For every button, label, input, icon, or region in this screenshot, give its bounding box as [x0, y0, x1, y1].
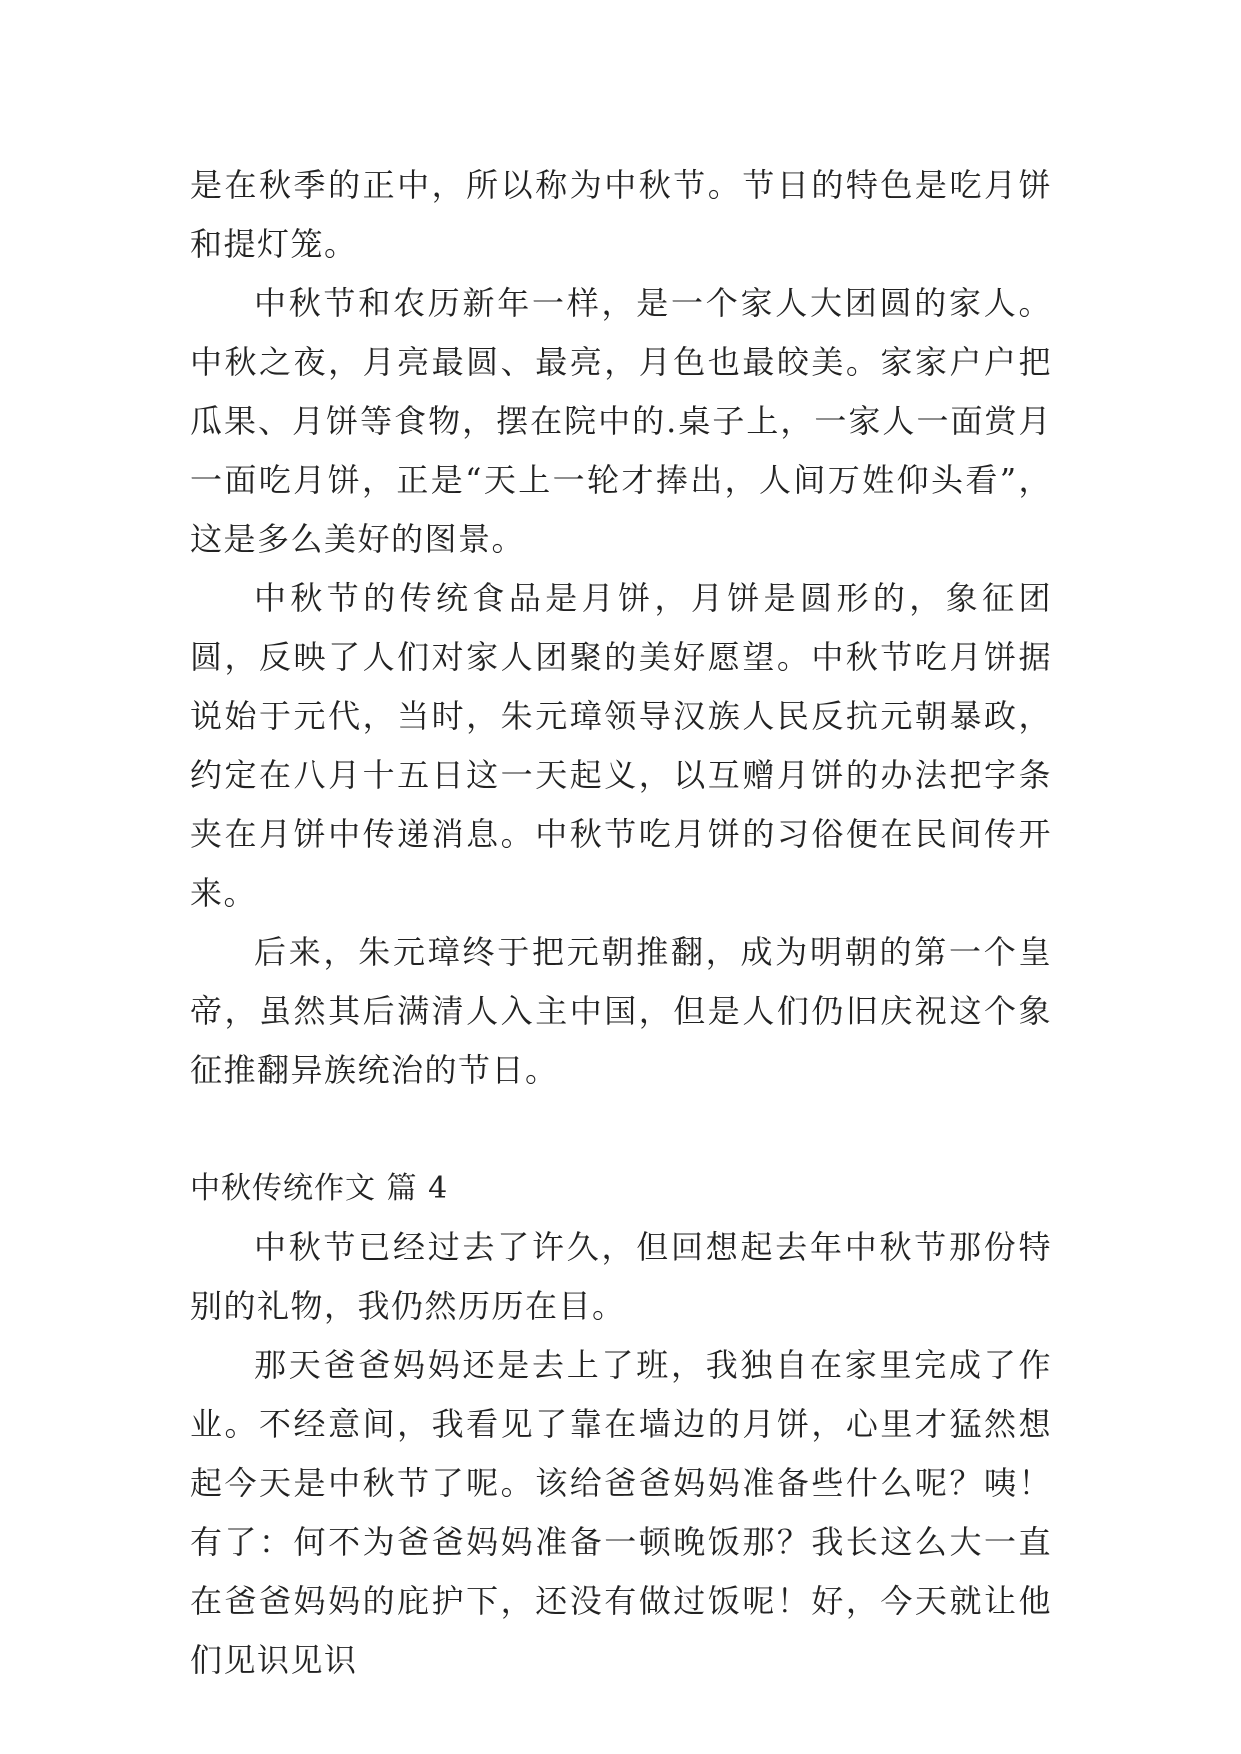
- paragraph-essay-body: 那天爸爸妈妈还是去上了班，我独自在家里完成了作业。不经意间，我看见了靠在墙边的月饼，心里才猛然想起今天是中秋节了呢。该给爸爸妈妈准备些什么呢？咦！有了：何不为爸爸妈妈准备一顿晚饭那？我长这么大一直在爸爸妈妈的庇护下，还没有做过饭呢！好，今天就让他们见识见识: [190, 1346, 1052, 1679]
- paragraph-continuation: 是在秋季的正中，所以称为中秋节。节日的特色是吃月饼和提灯笼。: [190, 166, 1052, 263]
- document-body: [190, 156, 1052, 1690]
- paragraph-essay-intro: 中秋节已经过去了许久，但回想起去年中秋节那份特别的礼物，我仍然历历在目。: [190, 1228, 1052, 1325]
- section-heading: 中秋传统作文 篇 4: [190, 1171, 449, 1206]
- paragraph-mooncake-origin: 中秋节的传统食品是月饼，月饼是圆形的，象征团圆，反映了人们对家人团聚的美好愿望。中秋节吃月饼据说始于元代，当时，朱元璋领导汉族人民反抗元朝暴政，约定在八月十五日这一天起义，以互赠月饼的办法把字条夹在月饼中传递消息。中秋节吃月饼的习俗便在民间传开来。: [190, 579, 1052, 912]
- paragraph-reunion: 中秋节和农历新年一样，是一个家人大团圆的家人。中秋之夜，月亮最圆、最亮，月色也最皎美。家家户户把瓜果、月饼等食物，摆在院中的.桌子上，一家人一面赏月一面吃月饼，正是“天上一轮才捧出，人间万姓仰头看”，这是多么美好的图景。: [190, 284, 1052, 558]
- paragraph-ming-dynasty: 后来，朱元璋终于把元朝推翻，成为明朝的第一个皇帝，虽然其后满清人入主中国，但是人们仍旧庆祝这个象征推翻异族统治的节日。: [190, 933, 1052, 1089]
- section-spacer: [190, 1100, 1052, 1159]
